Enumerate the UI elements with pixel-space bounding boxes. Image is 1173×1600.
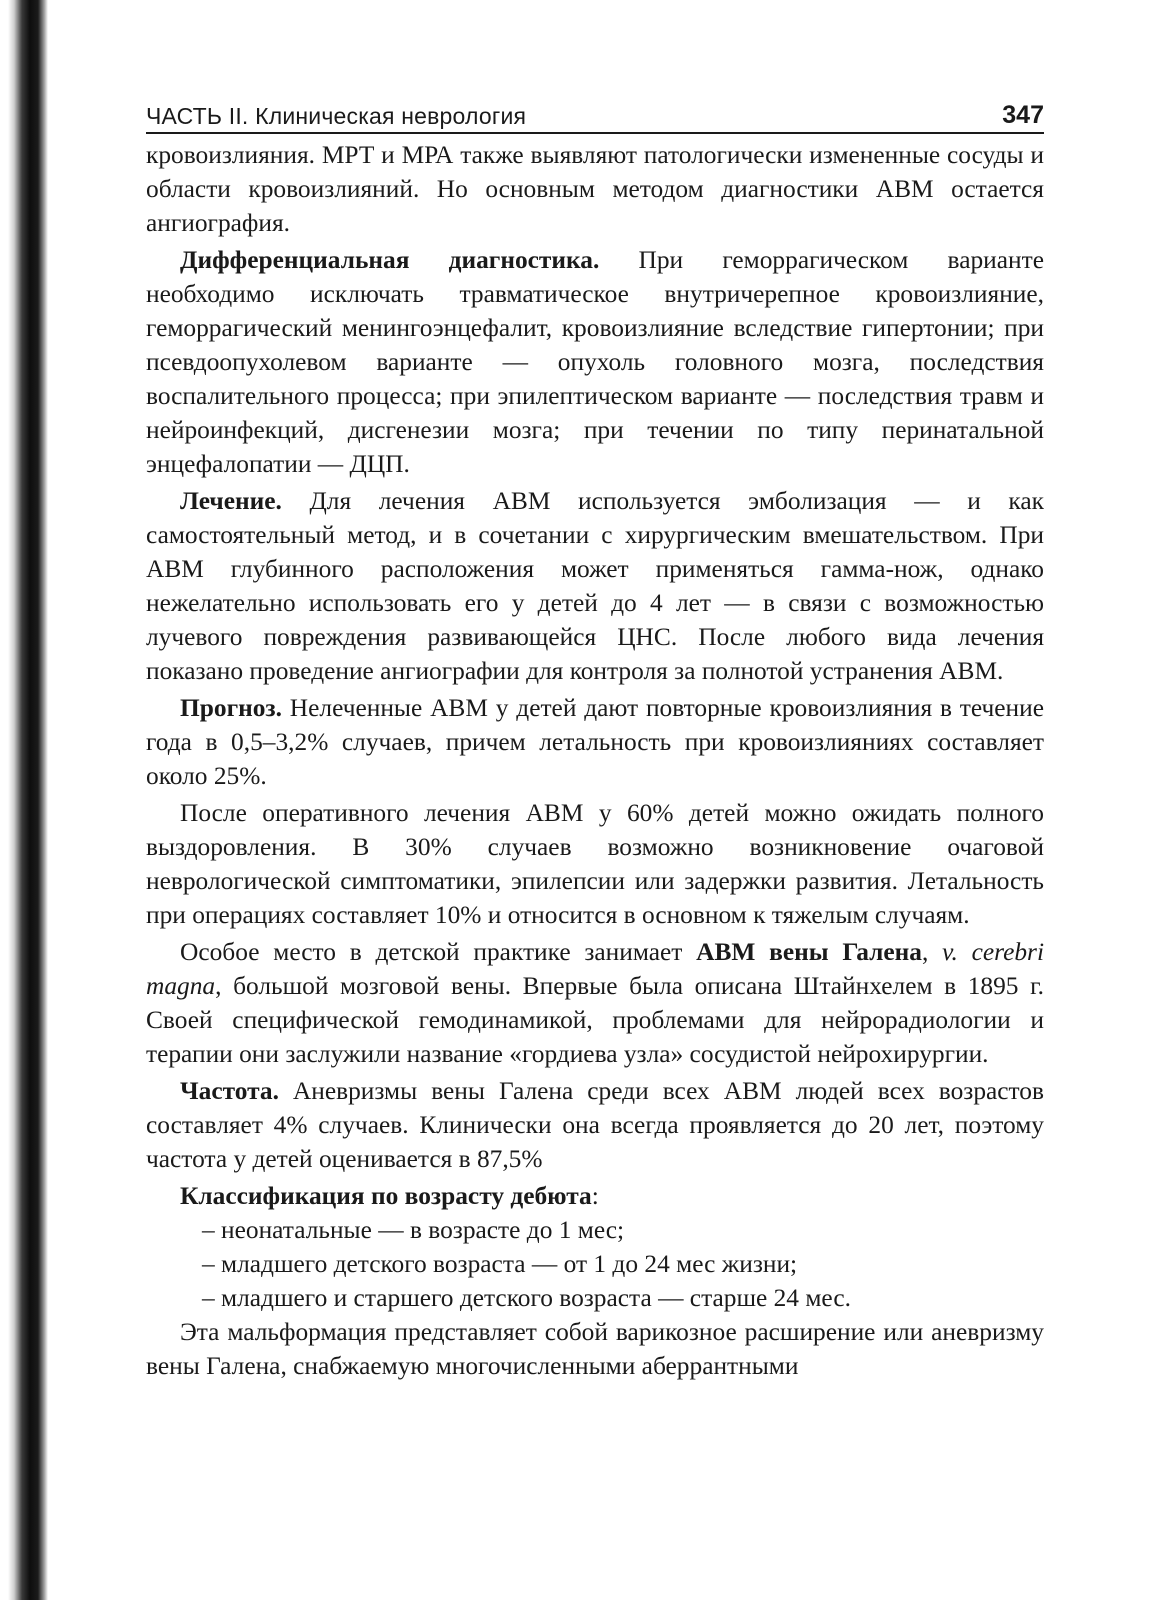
paragraph-galen-vein <box>146 935 1044 1071</box>
page-number: 347 <box>1002 101 1044 129</box>
paragraph-text: Нелеченные АВМ у детей дают повторные кровоизлияния в течение года в 0,5–3,2% случаев, причем летальность при кровоизлияниях составляет около 25%. <box>146 694 1044 790</box>
section-heading: Прогноз. <box>180 694 282 722</box>
bold-term: АВМ вены Галена <box>696 938 923 966</box>
paragraph-postoperative <box>146 796 1044 932</box>
book-page <box>146 100 1044 1383</box>
section-heading: Лечение. <box>180 487 282 515</box>
paragraph-malformation <box>146 1315 1044 1383</box>
section-heading: Классификация по возрасту дебюта <box>180 1182 592 1210</box>
paragraph-treatment <box>146 484 1044 688</box>
section-heading: Частота. <box>180 1077 279 1105</box>
paragraph-differential-diagnosis <box>146 243 1044 481</box>
paragraph-frequency <box>146 1074 1044 1176</box>
book-spine-shadow <box>0 0 48 1600</box>
paragraph-prognosis <box>146 691 1044 793</box>
running-header <box>146 100 1044 134</box>
heading-colon: : <box>591 1182 599 1210</box>
list-item: – младшего и старшего детского возраста — старше 24 мес. <box>202 1284 851 1312</box>
paragraph-text: Особое место в детской практике занимает <box>180 938 697 966</box>
list-item: – младшего детского возраста — от 1 до 24 мес жизни; <box>202 1250 798 1278</box>
paragraph-text: При геморрагическом варианте необходимо исключать травматическое внутричерепное кровоизлияние, геморрагический менингоэнцефалит, кровоизлияние вследствие гипертонии; при псевдоопухолевом варианте — опухоль головного мозга, последствия воспалительного процесса; при эпилептическом варианте — последствия травм и нейроинфекций, дисгенезии мозга; при течении по типу перинатальной энцефалопатии — ДЦП. <box>146 246 1044 478</box>
list-item: – неонатальные — в возрасте до 1 мес; <box>202 1216 625 1244</box>
paragraph-text: , большой мозговой вены. Впервые была описана Штайнхелем в 1895 г. Своей специфической гемодинамикой, проблемами для нейрорадиологии и терапии они заслужили название «гордиева узла» сосудистой нейрохирургии. <box>146 972 1044 1068</box>
body-text <box>146 138 1044 1383</box>
paragraph-text: Для лечения АВМ используется эмболизация — и как самостоятельный метод, и в сочетании с хирургическим вмешательством. При АВМ глубинного расположения может применяться гамма-нож, однако нежелательно использовать его у детей до 4 лет — в связи с возможностью лучевого повреждения развивающейся ЦНС. После любого вида лечения показано проведение ангиографии для контроля за полнотой устранения АВМ. <box>146 487 1044 685</box>
paragraph-text: Аневризмы вены Галена среди всех АВМ людей всех возрастов составляет 4% случаев. Клинически она всегда проявляется до 20 лет, поэтому частота у детей оценивается в 87,5% <box>146 1077 1044 1173</box>
section-heading: Дифференциальная диагностика. <box>180 246 600 274</box>
paragraph-intro <box>146 138 1044 240</box>
paragraph-text: Эта мальформация представляет собой варикозное расширение или аневризму вены Галена, снабжаемую многочисленными аберрантными <box>146 1318 1044 1380</box>
paragraph-text: , <box>922 938 943 966</box>
classification-heading <box>146 1179 1044 1213</box>
classification-list <box>146 1213 1044 1315</box>
latin-term: v. cerebri magna <box>146 938 1044 1000</box>
paragraph-text: кровоизлияния. МРТ и МРА также выявляют патологически измененные сосуды и области кровоизлияний. Но основным методом диагностики АВМ остается ангиография. <box>146 141 1044 237</box>
chapter-title: ЧАСТЬ II. Клиническая неврология <box>146 103 527 129</box>
paragraph-text: После оперативного лечения АВМ у 60% детей можно ожидать полного выздоровления. В 30% случаев возможно возникновение очаговой неврологической симптоматики, эпилепсии или задержки развития. Летальность при операциях составляет 10% и относится в основном к тяжелым случаям. <box>146 799 1044 929</box>
